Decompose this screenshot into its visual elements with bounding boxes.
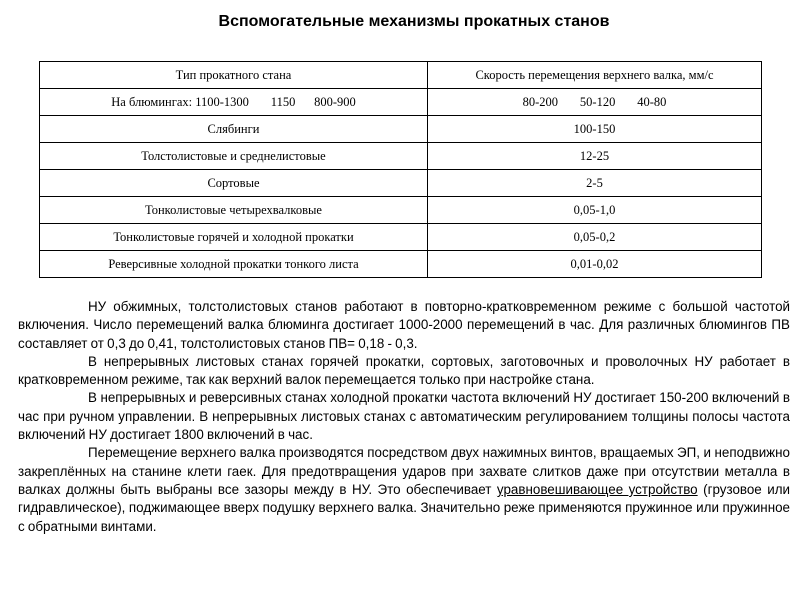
table-row — [40, 116, 762, 143]
table-cell-mill-type: Тонколистовые горячей и холодной прокатки — [40, 224, 428, 251]
table-cell-speed: 80-200 50-120 40-80 — [428, 89, 762, 116]
table-cell-speed: 100-150 — [428, 116, 762, 143]
table-cell-mill-type: На блюмингах: 1100-1300 1150 800-900 — [40, 89, 428, 116]
paragraph-duty-cycle: НУ обжимных, толстолистовых станов работают в повторно-кратковременном режиме с большой частотой включения. Число перемещений валка блюминга достигает 1000-2000 перемещений в час. Для различных блюмингов ПВ составляет от 0,3 до 0,41, толстолистовых станов ПВ= 0,18 - 0,3. — [18, 299, 790, 351]
balancing-device-term: уравновешивающее устройство — [496, 481, 698, 497]
table-header-row — [40, 62, 762, 89]
page-title: Вспомогательные механизмы прокатных станов — [218, 13, 610, 30]
table-cell-speed: 12-25 — [428, 143, 762, 170]
table-cell-mill-type: Слябинги — [40, 116, 428, 143]
table-cell-mill-type: Толстолистовые и среднелистовые — [40, 143, 428, 170]
header-roll-speed: Скорость перемещения верхнего валка, мм/с — [428, 62, 762, 89]
table-row — [40, 251, 762, 278]
paragraph-screw-drive — [18, 444, 790, 535]
table-row — [40, 197, 762, 224]
table-cell-speed: 0,05-0,2 — [428, 224, 762, 251]
rolling-mill-speed-table — [39, 61, 762, 278]
table-row — [40, 89, 762, 116]
table-row — [40, 143, 762, 170]
table-cell-mill-type: Реверсивные холодной прокатки тонкого листа — [40, 251, 428, 278]
table-cell-speed: 0,05-1,0 — [428, 197, 762, 224]
header-mill-type: Тип прокатного стана — [40, 62, 428, 89]
table-cell-speed: 2-5 — [428, 170, 762, 197]
paragraph-cold-mills: В непрерывных и реверсивных станах холодной прокатки частота включений НУ достигает 150-200 включений в час при ручном управлении. В непрерывных листовых станах с автоматическим регулированием толщины полосы частота включений НУ достигает 1800 включений в час. — [18, 390, 790, 443]
paragraph-screw-drive-start: Перемещение верхнего валка производятся посредством двух нажимных винтов, вращаемых ЭП, и неподвижно закреплённых на станине клети гаек. Для предотвращения ударов при захвате слитков даже при отсутствии металла в валках должны быть выбраны все зазоры между в НУ. Это обеспечивает — [18, 445, 790, 497]
table-row — [40, 224, 762, 251]
table-row — [40, 170, 762, 197]
paragraph-continuous-hot-mills: В непрерывных листовых станах горячей прокатки, сортовых, заготовочных и проволочных НУ работает в кратковременном режиме, так как верхний валок перемещается только при настройке стана. — [18, 353, 790, 388]
table-cell-mill-type: Сортовые — [40, 170, 428, 197]
table-cell-speed: 0,01-0,02 — [428, 251, 762, 278]
body-text — [18, 298, 790, 536]
table-cell-mill-type: Тонколистовые четырехвалковые — [40, 197, 428, 224]
paragraph-screw-drive-end: (грузовое или гидравлическое), поджимающее вверх подушку верхнего валка. Значительно реже применяются пружинное или пружинное с обратными винтами. — [18, 481, 790, 534]
